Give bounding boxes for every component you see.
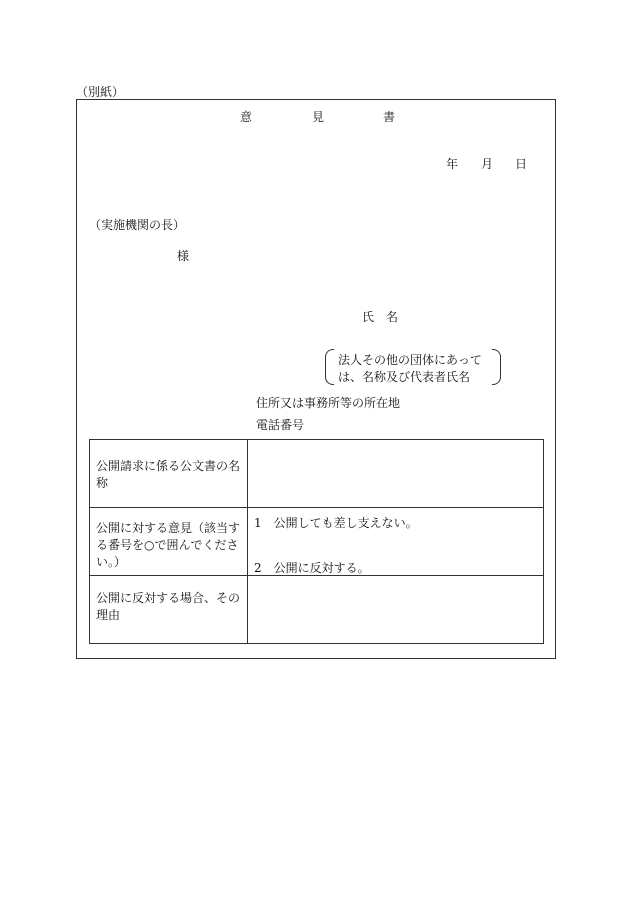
address-label: 住所又は事務所等の所在地 [256,396,401,410]
date-day-label: 日 [515,157,528,171]
title-char-1: 意 [240,110,253,124]
right-paren [492,349,501,385]
document-name-field[interactable] [248,440,544,508]
attachment-label: （別紙） [76,85,125,99]
title-char-3: 書 [383,110,396,124]
opinion-options-cell [248,508,544,576]
option-2-object[interactable]: 2 公開に反対する。 [254,561,370,575]
date-month-label: 月 [481,157,494,171]
name-label: 氏 名 [362,310,399,324]
honorific: 様 [177,249,190,263]
opinion-label: 公開に対する意見（該当する番号を○で囲んでください。） [90,508,248,576]
org-note [325,347,501,387]
option-1-no-objection[interactable]: 1 公開しても差し支えない。 [254,516,418,530]
addressee-label: （実施機関の長） [89,218,186,232]
document-name-label: 公開請求に係る公文書の名称 [90,440,248,508]
org-note-line2: は、名称及び代表者氏名 [338,370,471,384]
opinion-table [89,439,544,644]
objection-reason-field[interactable] [248,576,544,644]
org-note-line1: 法人その他の団体にあって [338,353,482,367]
table-row [90,576,544,644]
table-row [90,440,544,508]
title-char-2: 見 [312,110,325,124]
date-year-label: 年 [446,157,459,171]
objection-reason-label: 公開に反対する場合、その理由 [90,576,248,644]
left-paren [325,349,334,385]
table-row [90,508,544,576]
phone-label: 電話番号 [256,418,305,432]
